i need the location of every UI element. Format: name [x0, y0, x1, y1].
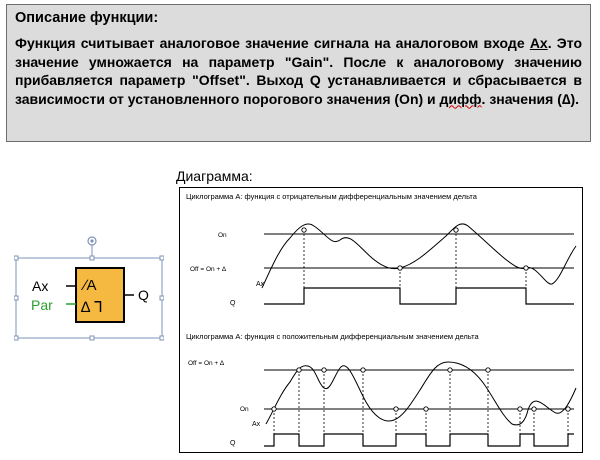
- switch-point-3: [454, 228, 458, 232]
- handle-bottom-right[interactable]: [160, 336, 164, 340]
- switch-point-8: [361, 368, 365, 372]
- switch-point-1: [302, 228, 306, 232]
- description-text-part-3: . значения (∆).: [481, 90, 579, 107]
- switch-point-5: [272, 407, 276, 411]
- handle-top-center[interactable]: [90, 256, 94, 260]
- switch-point-10: [424, 407, 428, 411]
- cyclogram-graphic: [180, 188, 584, 454]
- switch-point-2: [398, 266, 402, 270]
- q-output-pulse: [264, 288, 574, 304]
- block-symbol-bottom: ∆ ⅂: [81, 299, 103, 316]
- cyclogram-negative: [186, 192, 576, 307]
- cyclogram-positive: [186, 332, 576, 447]
- label-on: On: [218, 232, 227, 239]
- switch-point-12: [486, 368, 490, 372]
- switch-point-14: [532, 407, 536, 411]
- description-text: [15, 34, 582, 108]
- input-par-label: Par: [31, 297, 53, 313]
- label-on-2: On: [240, 406, 249, 413]
- switch-point-4: [524, 266, 528, 270]
- switch-point-7: [322, 368, 326, 372]
- handle-bottom-center[interactable]: [90, 336, 94, 340]
- rotate-handle-dot: [90, 239, 93, 242]
- description-ax-term: Ax: [529, 35, 548, 51]
- cyclogram-negative-title: Циклограмма А: функция с отрицательным дифференциальным значением дельта: [186, 192, 477, 201]
- function-block-graphic: [14, 232, 164, 342]
- label-q: Q: [230, 300, 236, 307]
- label-off: Off = On + ∆: [190, 266, 227, 273]
- diagram-caption: Диаграмма:: [176, 168, 253, 184]
- block-symbol-top: ∕A: [84, 277, 97, 294]
- function-description-box: [6, 4, 591, 142]
- description-diff-term: дифф: [439, 90, 482, 107]
- cyclogram-positive-title: Циклограмма А: функция с положительным дифференциальным значением дельта: [186, 332, 479, 341]
- handle-bottom-left[interactable]: [14, 336, 18, 340]
- label-off-2: Off = On + ∆: [188, 360, 225, 367]
- label-q-2: Q: [230, 440, 236, 447]
- q-output-pulse-2: [264, 434, 574, 446]
- output-q-label: Q: [138, 287, 149, 303]
- switch-point-6: [297, 368, 301, 372]
- description-text-part-1: Функция считывает аналоговое значение сигнала на аналоговом входе: [15, 35, 530, 51]
- switch-point-13: [518, 407, 522, 411]
- switch-point-9: [394, 407, 398, 411]
- switch-point-11: [448, 368, 452, 372]
- label-ax-2: Ax: [252, 421, 261, 428]
- switch-point-15: [566, 407, 570, 411]
- handle-mid-right[interactable]: [160, 296, 164, 300]
- input-ax-label: Ax: [32, 278, 49, 294]
- function-block[interactable]: [14, 232, 164, 342]
- ax-signal-curve-2: [266, 362, 576, 425]
- description-text-part-2: . Это значение умножается на параметр "Gain". После к аналоговому значению прибавляется параметр "Offset". Выход Q устанавливается и сбрасывается в зависимости от установленного порогового значения (On) и: [15, 35, 582, 107]
- label-ax: Ax: [256, 281, 265, 288]
- handle-top-left[interactable]: [14, 256, 18, 260]
- handle-mid-left[interactable]: [14, 296, 18, 300]
- cyclogram-panel: [179, 187, 583, 453]
- description-title: Описание функции:: [15, 10, 159, 26]
- handle-top-right[interactable]: [160, 256, 164, 260]
